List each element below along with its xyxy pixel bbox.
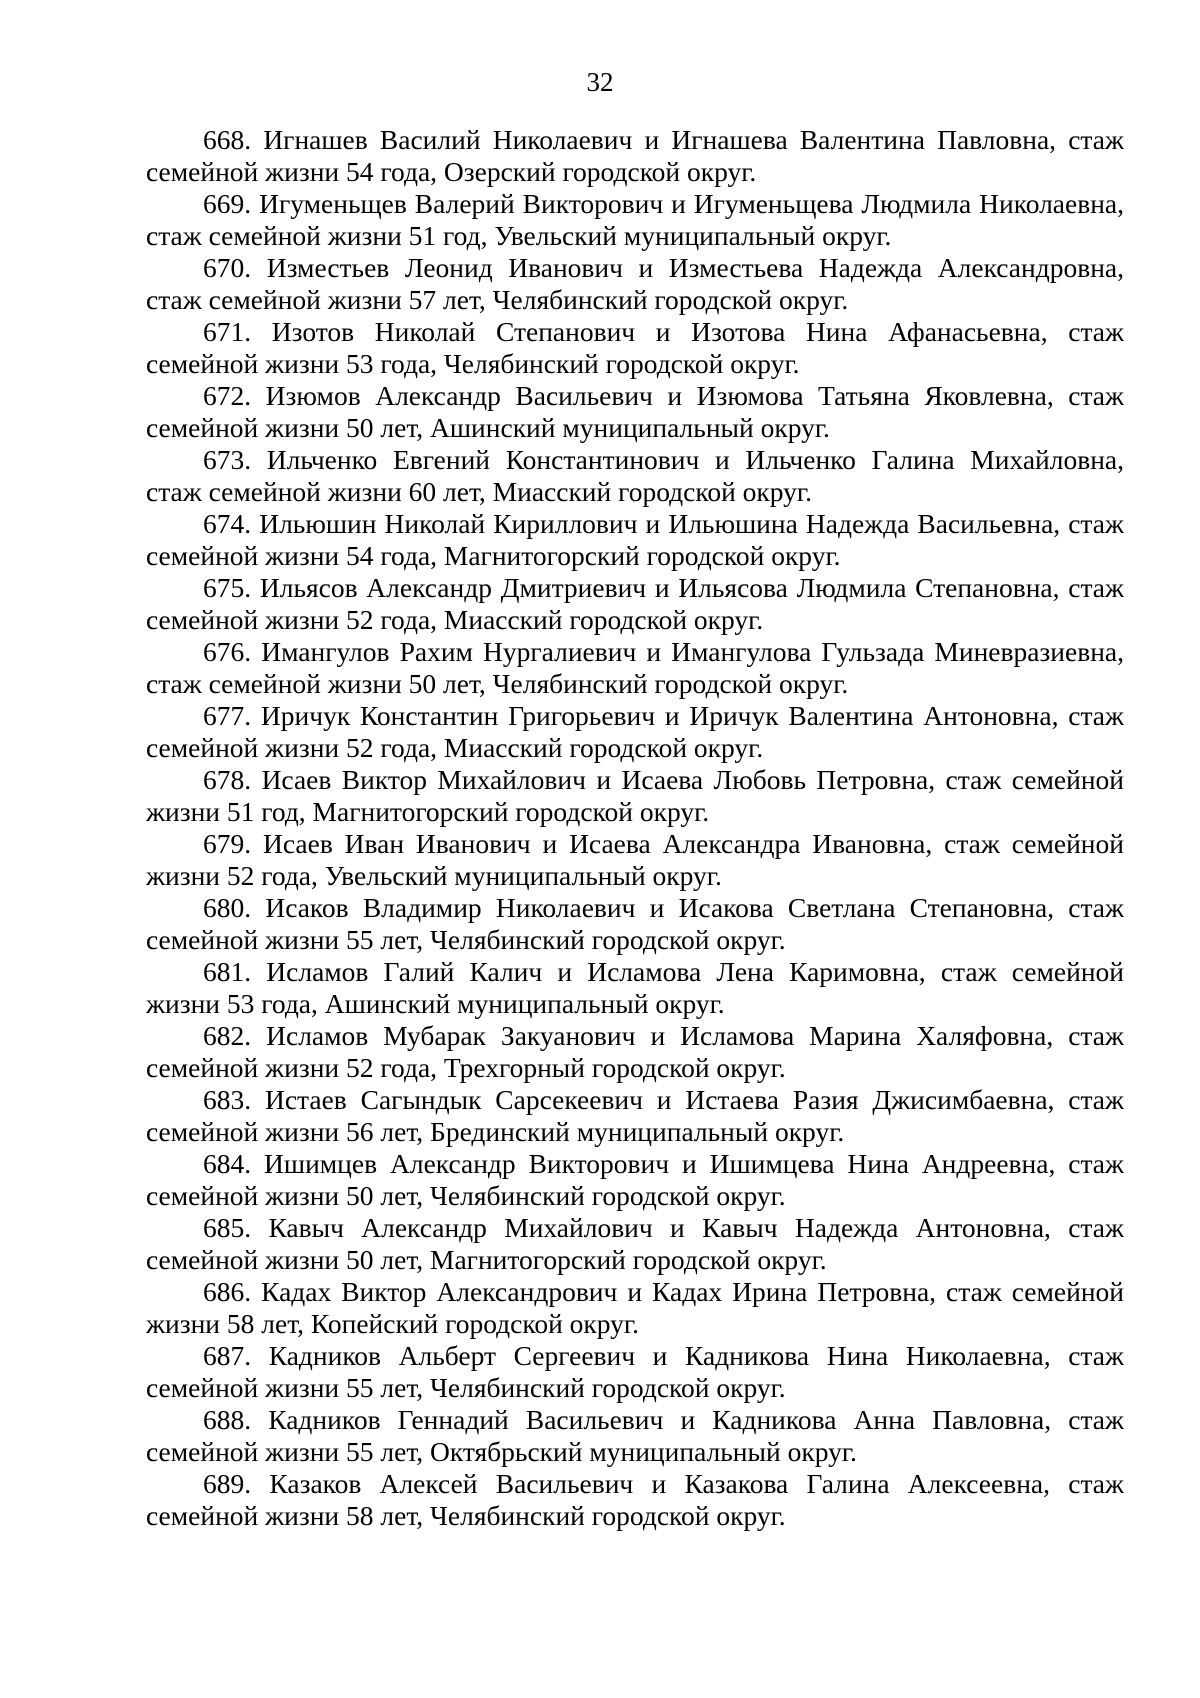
entry-number: 680. (203, 892, 252, 923)
entry-number: 687. (203, 1340, 252, 1371)
entry-number: 678. (203, 764, 252, 795)
entry-text: Изместьев Леонид Иванович и Изместьева Надежда Александровна, стаж семейной жизни 57 лет, Челябинский городской округ. (146, 252, 1125, 315)
list-item (146, 1084, 1124, 1148)
list-item (146, 252, 1124, 316)
entry-number: 675. (203, 572, 252, 603)
entry-text: Кавыч Александр Михайлович и Кавыч Надежда Антоновна, стаж семейной жизни 50 лет, Магнитогорский городской округ. (146, 1212, 1124, 1275)
list-item (146, 380, 1124, 444)
entry-text: Исламов Галий Калич и Исламова Лена Каримовна, стаж семейной жизни 53 года, Ашинский муниципальный округ. (146, 956, 1124, 1019)
entry-number: 679. (203, 828, 252, 859)
entry-number: 685. (203, 1212, 252, 1243)
list-item (146, 636, 1124, 700)
list-item (146, 508, 1124, 572)
entry-text: Ильясов Александр Дмитриевич и Ильясова Людмила Степановна, стаж семейной жизни 52 года, Миасский городской округ. (146, 572, 1125, 635)
list-item (146, 1468, 1124, 1532)
entry-number: 681. (203, 956, 252, 987)
entry-text: Исаков Владимир Николаевич и Исакова Светлана Степановна, стаж семейной жизни 55 лет, Челябинский городской округ. (146, 892, 1125, 955)
list-item (146, 1212, 1124, 1276)
list-item (146, 188, 1124, 252)
entry-number: 671. (203, 316, 252, 347)
list-item (146, 1340, 1124, 1404)
entry-number: 688. (203, 1404, 252, 1435)
entry-text: Ильюшин Николай Кириллович и Ильюшина Надежда Васильевна, стаж семейной жизни 54 года, Магнитогорский городской округ. (146, 508, 1124, 571)
page-number: 32 (586, 67, 614, 97)
entry-text: Иричук Константин Григорьевич и Иричук Валентина Антоновна, стаж семейной жизни 52 года, Миасский городской округ. (146, 700, 1124, 763)
entry-text: Казаков Алексей Васильевич и Казакова Галина Алексеевна, стаж семейной жизни 58 лет, Челябинский городской округ. (146, 1468, 1125, 1531)
entry-text: Ишимцев Александр Викторович и Ишимцева Нина Андреевна, стаж семейной жизни 50 лет, Челябинский городской округ. (146, 1148, 1124, 1211)
list-item (146, 1020, 1124, 1084)
entry-number: 682. (203, 1020, 252, 1051)
list-item (146, 956, 1124, 1020)
entry-text: Исаев Виктор Михайлович и Исаева Любовь Петровна, стаж семейной жизни 51 год, Магнитогорский городской округ. (146, 764, 1125, 827)
list-item (146, 700, 1124, 764)
list-item (146, 444, 1124, 508)
entry-text: Игнашев Василий Николаевич и Игнашева Валентина Павловна, стаж семейной жизни 54 года, Озерский городской округ. (146, 124, 1124, 187)
list-item (146, 1148, 1124, 1212)
entry-text: Игуменьщев Валерий Викторович и Игуменьщева Людмила Николаевна, стаж семейной жизни 51 год, Увельский муниципальный округ. (146, 188, 1124, 251)
list-item (146, 892, 1124, 956)
entry-text: Ильченко Евгений Константинович и Ильченко Галина Михайловна, стаж семейной жизни 60 лет, Миасский городской округ. (146, 444, 1124, 507)
entry-text: Изюмов Александр Васильевич и Изюмова Татьяна Яковлевна, стаж семейной жизни 50 лет, Ашинский муниципальный округ. (146, 380, 1124, 443)
entry-text: Имангулов Рахим Нургалиевич и Имангулова Гульзада Миневразиевна, стаж семейной жизни 50 лет, Челябинский городской округ. (146, 636, 1124, 699)
entry-text: Кадах Виктор Александрович и Кадах Ирина Петровна, стаж семейной жизни 58 лет, Копейский городской округ. (146, 1276, 1125, 1339)
entry-number: 686. (203, 1276, 252, 1307)
list-item (146, 572, 1124, 636)
entry-number: 684. (203, 1148, 252, 1179)
list-item (146, 828, 1124, 892)
entry-number: 677. (203, 700, 252, 731)
list-item (146, 764, 1124, 828)
entry-number: 683. (203, 1084, 252, 1115)
entry-number: 672. (203, 380, 252, 411)
entry-number: 669. (203, 188, 252, 219)
entry-number: 689. (203, 1468, 252, 1499)
entry-number: 673. (203, 444, 252, 475)
entry-number: 674. (203, 508, 252, 539)
list-item (146, 1276, 1124, 1340)
entry-number: 668. (203, 124, 252, 155)
entry-text: Кадников Альберт Сергеевич и Кадникова Нина Николаевна, стаж семейной жизни 55 лет, Челябинский городской округ. (146, 1340, 1124, 1403)
entry-number: 676. (203, 636, 252, 667)
entry-text: Кадников Геннадий Васильевич и Кадникова Анна Павловна, стаж семейной жизни 55 лет, Октябрьский муниципальный округ. (146, 1404, 1125, 1467)
entry-list (146, 124, 1124, 1532)
entry-text: Исламов Мубарак Закуанович и Исламова Марина Халяфовна, стаж семейной жизни 52 года, Трехгорный городской округ. (146, 1020, 1124, 1083)
entry-number: 670. (203, 252, 252, 283)
list-item (146, 1404, 1124, 1468)
list-item (146, 124, 1124, 188)
entry-text: Изотов Николай Степанович и Изотова Нина Афанасьевна, стаж семейной жизни 53 года, Челябинский городской округ. (146, 316, 1125, 379)
list-item (146, 316, 1124, 380)
entry-text: Истаев Сагындык Сарсекеевич и Истаева Разия Джисимбаевна, стаж семейной жизни 56 лет, Брединский муниципальный округ. (146, 1084, 1125, 1147)
entry-text: Исаев Иван Иванович и Исаева Александра Ивановна, стаж семейной жизни 52 года, Увельский муниципальный округ. (146, 828, 1124, 891)
